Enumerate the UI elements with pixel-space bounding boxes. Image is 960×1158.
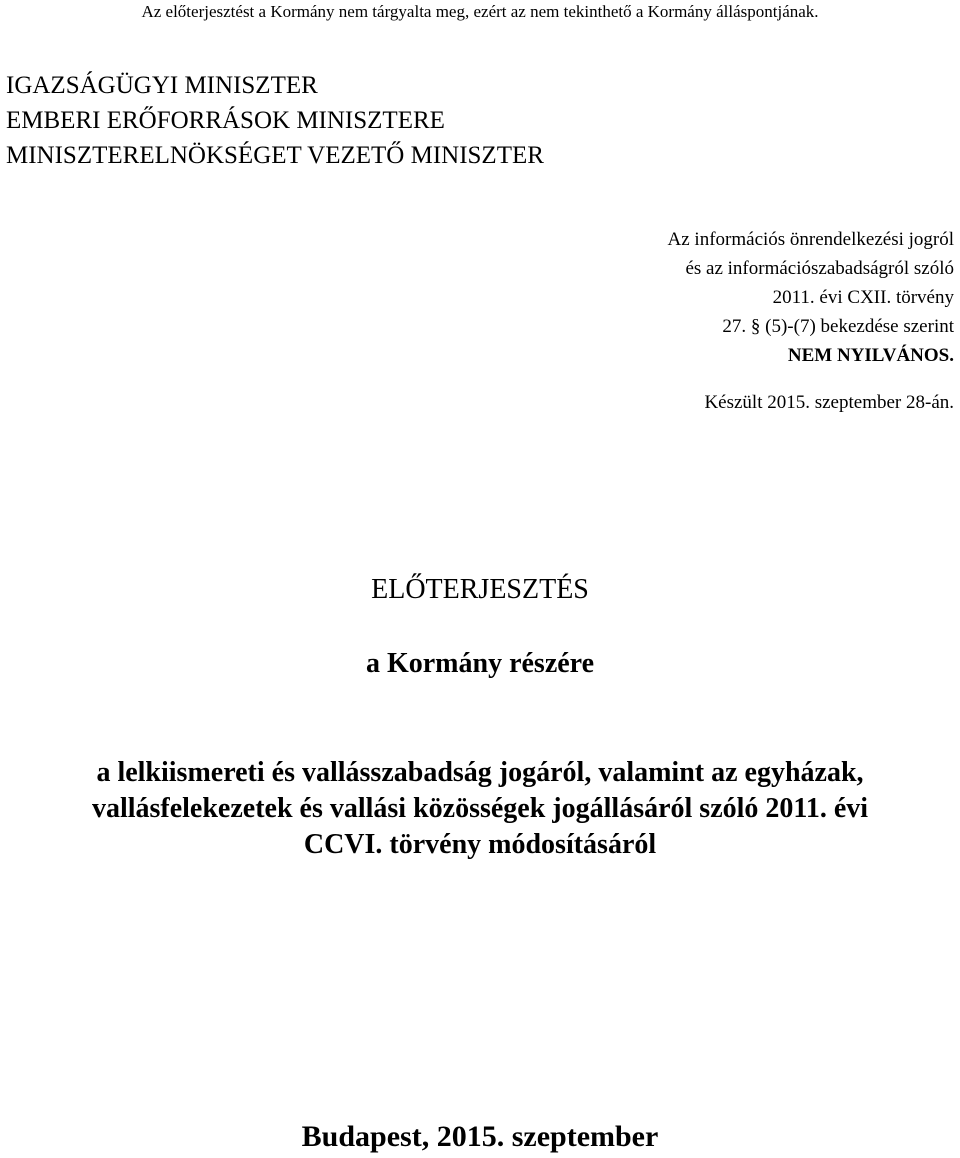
- minister-line: MINISZTERELNÖKSÉGET VEZETŐ MINISZTER: [6, 142, 544, 169]
- prepared-date: Készült 2015. szeptember 28-án.: [704, 392, 954, 413]
- minister-line: IGAZSÁGÜGYI MINISZTER: [6, 72, 318, 99]
- ministers-block: [6, 68, 544, 173]
- minister-line: EMBERI ERŐFORRÁSOK MINISZTERE: [6, 107, 445, 134]
- disclaimer-notice: Az előterjesztést a Kormány nem tárgyalta meg, ezért az nem tekinthető a Kormány álláspontjának.: [141, 2, 819, 21]
- subject-line: vallásfelekezetek és vallási közösségek jogállásáról szóló 2011. évi: [91, 793, 869, 824]
- classification-line: 27. § (5)-(7) bekezdése szerint: [722, 316, 954, 337]
- place-date-footer: Budapest, 2015. szeptember: [301, 1120, 659, 1153]
- classification-status: NEM NYILVÁNOS.: [787, 345, 954, 366]
- classification-line: 2011. évi CXII. törvény: [772, 287, 954, 308]
- document-subject: [20, 755, 940, 863]
- classification-block: [534, 225, 954, 417]
- document-title: ELŐTERJESZTÉS: [371, 574, 589, 605]
- subject-line: CCVI. törvény módosításáról: [303, 829, 657, 860]
- document-recipient: a Kormány részére: [365, 648, 595, 679]
- subject-line: a lelkiismereti és vallásszabadság jogáról, valamint az egyházak,: [96, 757, 864, 788]
- classification-line: és az információszabadságról szóló: [685, 258, 954, 279]
- classification-line: Az információs önrendelkezési jogról: [667, 229, 954, 250]
